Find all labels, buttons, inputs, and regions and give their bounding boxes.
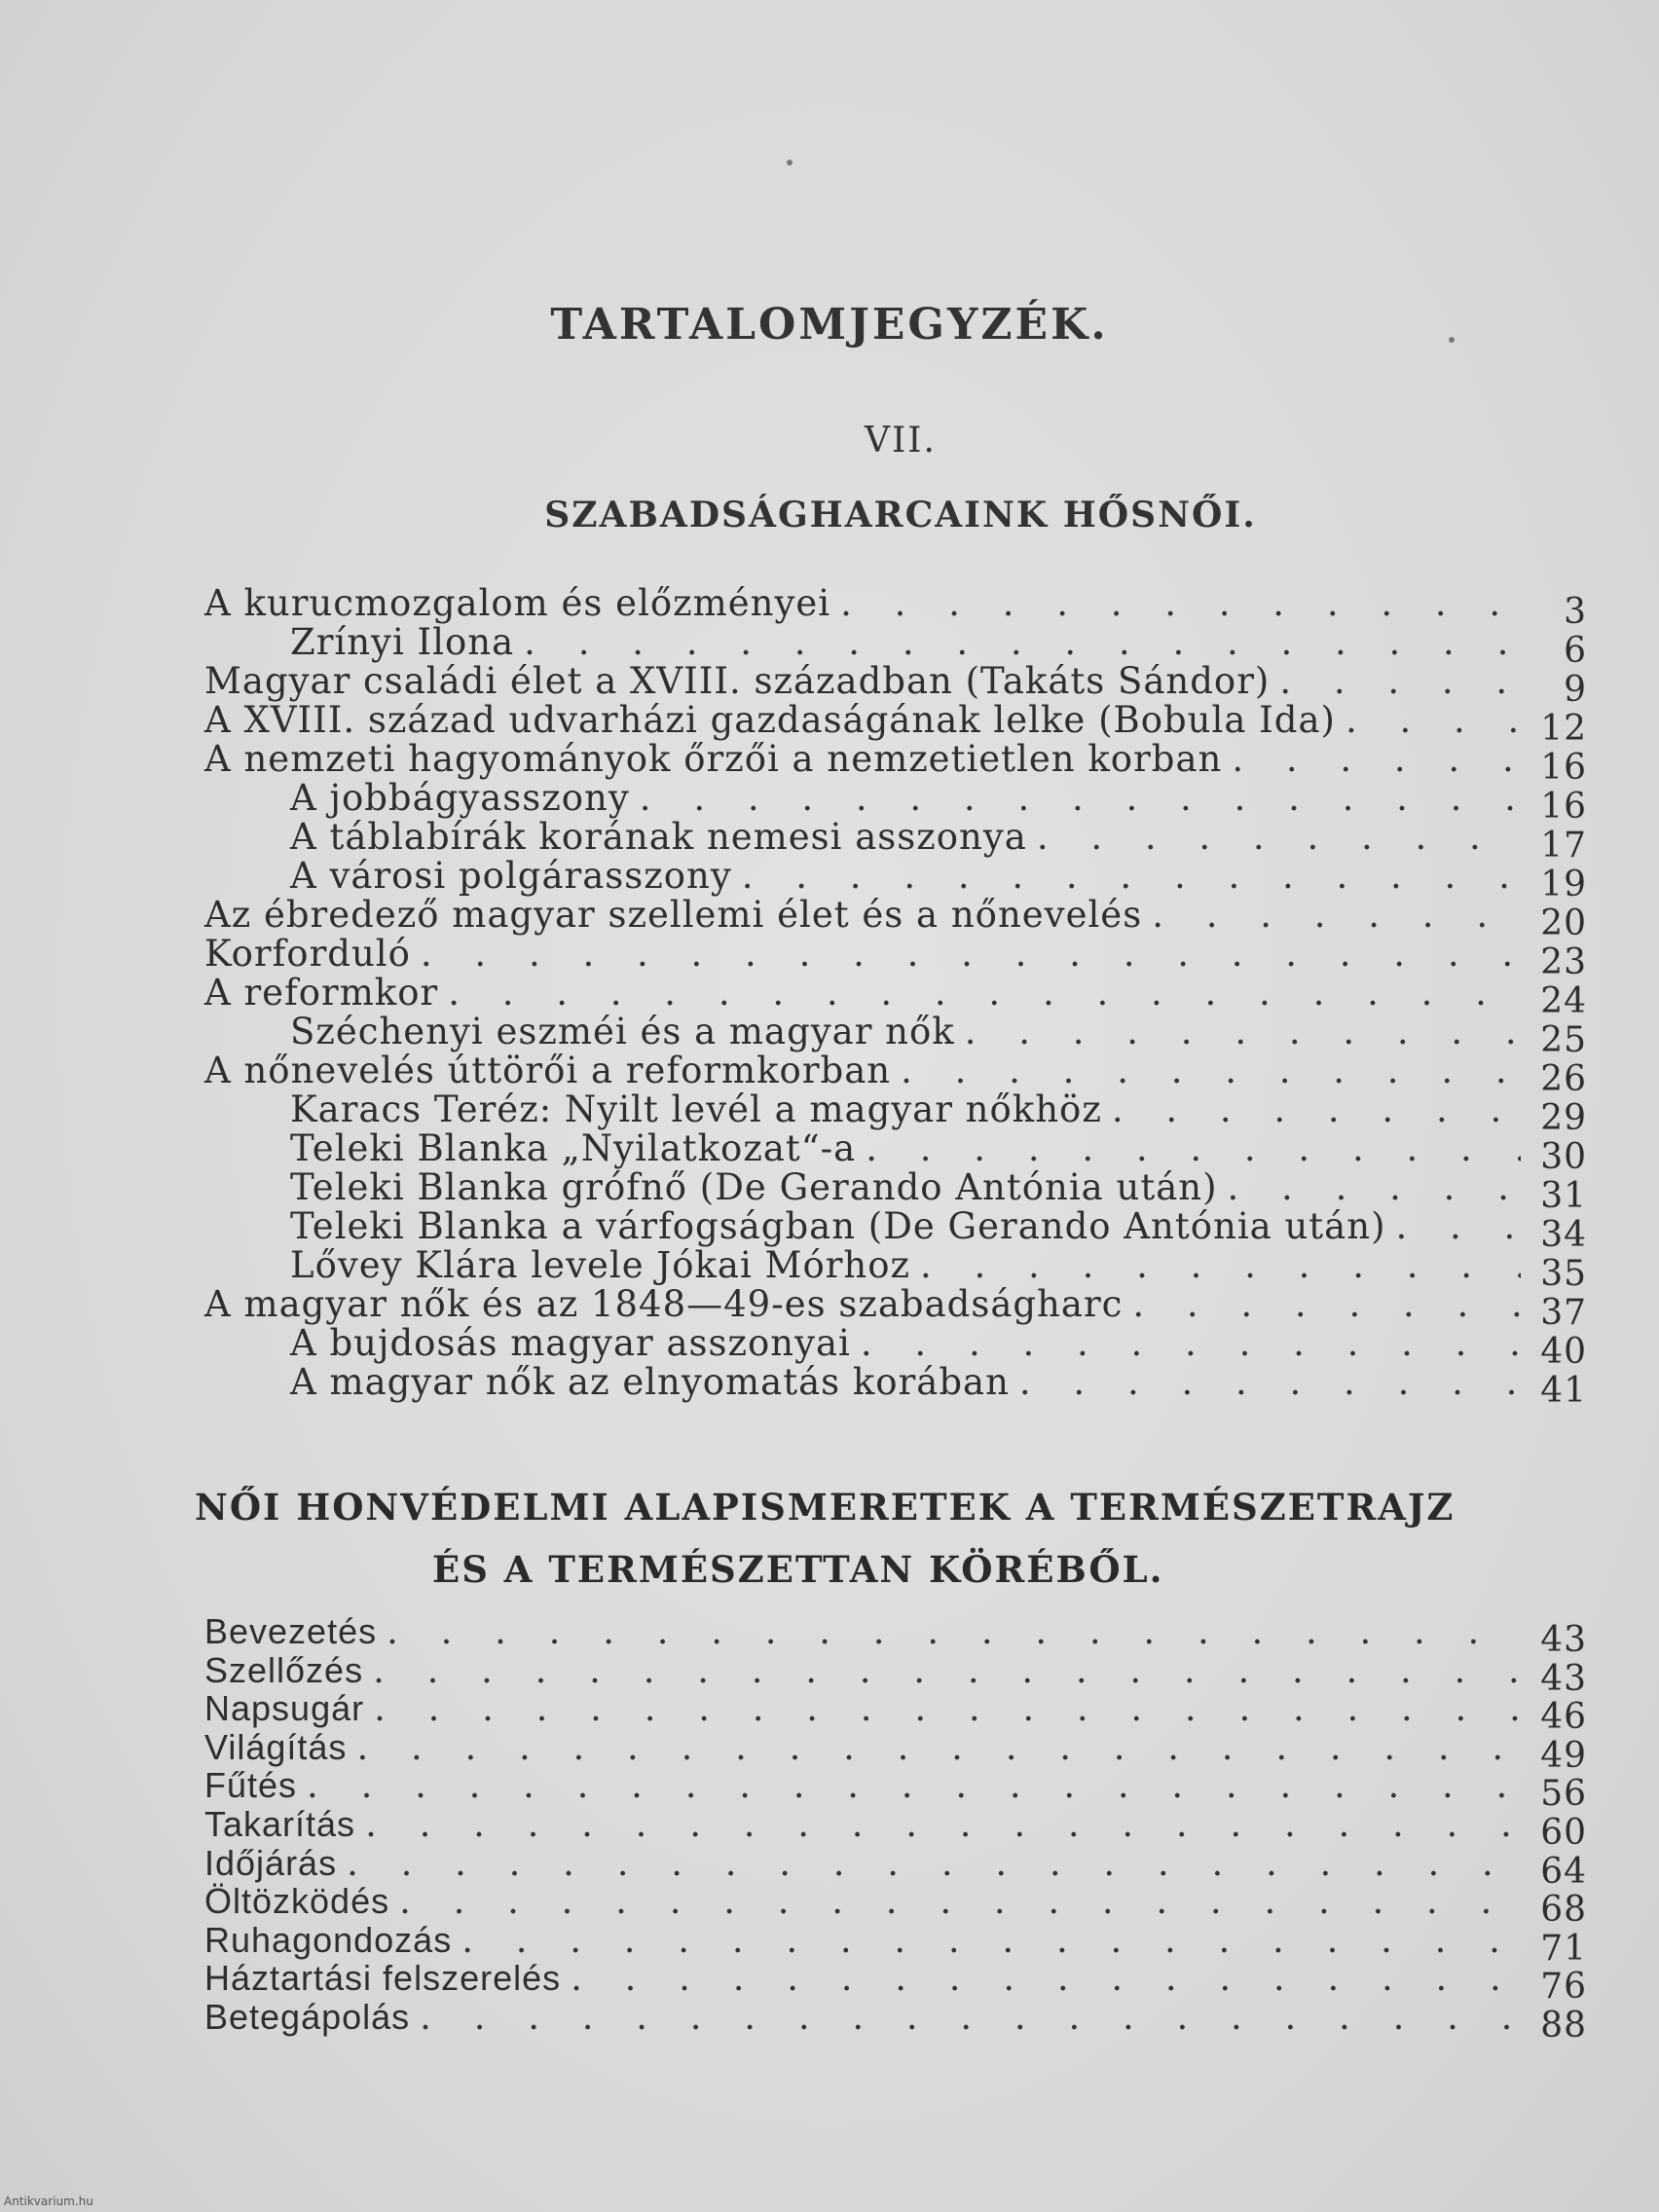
toc-entry (204, 660, 1587, 710)
section-2-title (195, 1476, 1460, 1601)
toc-entry-title: A jobbágyasszony (290, 777, 630, 819)
toc-entry-page: 34 (1540, 1215, 1587, 1255)
dot-leader (373, 1651, 1521, 1690)
toc-entry (204, 1958, 1587, 2008)
toc-entry-page: 41 (1540, 1371, 1587, 1411)
toc-entry (204, 1842, 1587, 1892)
toc-entry (204, 777, 1587, 827)
toc-entry-title: A XVIII. század udvarházi gazdaságának lelke (Bobula Ida) (204, 699, 1336, 741)
toc-entry-title: Bevezetés (204, 1611, 378, 1651)
toc-section-2 (204, 1611, 1587, 2046)
toc-entry-page: 25 (1540, 1020, 1587, 1060)
toc-entry-page: 16 (1540, 787, 1587, 827)
dot-leader (1112, 1090, 1521, 1129)
dot-leader (374, 1689, 1521, 1728)
dot-leader (420, 1998, 1521, 2037)
toc-entry-page: 49 (1540, 1735, 1587, 1776)
toc-entry-title: Széchenyi eszméi és a magyar nők (290, 1011, 955, 1052)
toc-entry (204, 1803, 1587, 1853)
dot-leader (571, 1959, 1521, 1998)
toc-entry-page: 68 (1540, 1890, 1587, 1931)
toc-entry (204, 1361, 1587, 1411)
toc-entry-title: Lővey Klára levele Jókai Mórhoz (290, 1244, 911, 1286)
toc-entry-page: 71 (1540, 1928, 1587, 1969)
dot-leader (1396, 1207, 1521, 1246)
toc-entry-title: A reformkor (204, 972, 439, 1014)
toc-entry-title: Világítás (204, 1726, 348, 1767)
dot-leader (920, 1246, 1521, 1285)
toc-entry (204, 1322, 1587, 1372)
toc-entry (204, 1166, 1587, 1216)
toc-entry-title: A bujdosás magyar asszonyai (290, 1322, 851, 1364)
toc-entry-page: 26 (1540, 1059, 1587, 1099)
toc-entry (204, 1881, 1587, 1931)
toc-entry (204, 1996, 1587, 2046)
toc-entry-title: Karacs Teréz: Nyilt levél a magyar nőkhöz (290, 1088, 1102, 1130)
dot-leader (840, 584, 1521, 623)
dot-leader (861, 1324, 1521, 1363)
toc-entry-page: 16 (1540, 748, 1587, 788)
dot-leader (901, 1051, 1521, 1090)
toc-entry-page: 20 (1540, 903, 1587, 943)
toc-entry-title: Háztartási felszerelés (204, 1958, 562, 1999)
dot-leader (365, 1805, 1521, 1844)
toc-entry-title: Teleki Blanka a várfogságban (De Gerando Antónia után) (290, 1205, 1386, 1247)
toc-entry (204, 1726, 1587, 1776)
toc-entry-title: Az ébredező magyar szellemi élet és a nőnevelés (204, 894, 1143, 936)
section-2-title-line-1: NŐI HONVÉDELMI ALAPISMERETEK A TERMÉSZETRAJZ (195, 1486, 1456, 1529)
dot-leader (421, 935, 1521, 974)
toc-entry (204, 1011, 1587, 1060)
dot-leader (1152, 896, 1521, 935)
toc-entry-page: 60 (1540, 1812, 1587, 1853)
toc-entry-title: Öltözködés (204, 1881, 390, 1922)
toc-entry-title: Zrínyi Ilona (290, 621, 515, 663)
toc-entry (204, 1088, 1587, 1138)
toc-entry-title: Teleki Blanka „Nyilatkozat“-a (290, 1127, 857, 1169)
toc-entry-page: 24 (1540, 981, 1587, 1021)
toc-entry-title: A nőnevelés úttörői a reformkorban (204, 1050, 892, 1091)
toc-entry-title: A nemzeti hagyományok őrzői a nemzetietlen korban (204, 738, 1223, 780)
toc-entry-page: 35 (1540, 1254, 1587, 1294)
dot-leader (1228, 1168, 1521, 1207)
dot-leader (461, 1921, 1521, 1960)
toc-entry (204, 1205, 1587, 1255)
toc-entry-page: 43 (1540, 1658, 1587, 1699)
toc-entry-title: Ruhagondozás (204, 1919, 453, 1960)
dot-leader (1019, 1363, 1521, 1402)
toc-entry (204, 855, 1587, 904)
toc-entry-title: Fűtés (204, 1765, 298, 1806)
toc-entry-title: Betegápolás (204, 1996, 411, 2037)
toc-entry (204, 1688, 1587, 1738)
toc-entry (204, 816, 1587, 866)
toc-entry-title: A magyar nők az elnyomatás korában (290, 1361, 1010, 1403)
toc-entry-page: 88 (1540, 2005, 1587, 2046)
toc-entry-title: Korforduló (204, 933, 411, 975)
toc-entry-page: 37 (1540, 1293, 1587, 1333)
toc-entry-title: A magyar nők és az 1848—49-es szabadságharc (204, 1283, 1124, 1325)
dot-leader (1346, 701, 1521, 740)
dot-leader (307, 1766, 1521, 1805)
dot-leader (742, 857, 1521, 896)
toc-entry-page: 17 (1540, 826, 1587, 866)
part-number: VII. (865, 421, 937, 461)
toc-entry (204, 1919, 1587, 1969)
paper-speck (787, 160, 793, 166)
dot-leader (387, 1612, 1521, 1651)
toc-entry-page: 3 (1564, 592, 1587, 632)
toc-entry (204, 1127, 1587, 1177)
toc-entry (204, 1649, 1587, 1699)
toc-entry (204, 621, 1587, 671)
toc-entry-page: 76 (1540, 1967, 1587, 2008)
toc-entry (204, 894, 1587, 943)
dot-leader (1279, 662, 1521, 701)
toc-entry-page: 19 (1540, 865, 1587, 904)
toc-entry-page: 43 (1540, 1620, 1587, 1660)
toc-entry-page: 46 (1540, 1697, 1587, 1738)
toc-entry-page: 31 (1540, 1176, 1587, 1216)
dot-leader (866, 1129, 1521, 1168)
toc-entry-page: 6 (1564, 631, 1587, 671)
toc-entry-title: A városi polgárasszony (290, 855, 732, 897)
toc-entry-page: 12 (1540, 709, 1587, 749)
toc-entry-title: Időjárás (204, 1842, 338, 1883)
toc-entry-title: Takarítás (204, 1803, 356, 1844)
toc-entry (204, 1611, 1587, 1660)
dot-leader (1037, 818, 1521, 857)
toc-entry-page: 29 (1540, 1098, 1587, 1138)
toc-entry-page: 9 (1564, 670, 1587, 710)
toc-entry (204, 582, 1587, 632)
dot-leader (347, 1844, 1521, 1883)
dot-leader (399, 1882, 1521, 1921)
section-2-title-line-2: ÉS A TERMÉSZETTAN KÖRÉBŐL. (432, 1548, 1164, 1591)
part-title: SZABADSÁGHARCAINK HŐSNŐI. (544, 495, 1257, 535)
toc-entry-page: 30 (1540, 1137, 1587, 1177)
dot-leader (640, 779, 1521, 818)
toc-section-1 (204, 582, 1587, 1411)
toc-entry (204, 1244, 1587, 1294)
dot-leader (448, 974, 1521, 1013)
toc-entry-page: 64 (1540, 1851, 1587, 1892)
watermark: Antikvarium.hu (4, 2194, 93, 2208)
toc-entry (204, 1765, 1587, 1815)
toc-entry (204, 699, 1587, 749)
toc-entry (204, 1283, 1587, 1333)
toc-entry-title: Szellőzés (204, 1649, 364, 1690)
toc-entry (204, 972, 1587, 1021)
page-title: TARTALOMJEGYZÉK. (550, 300, 1109, 350)
toc-entry-title: Teleki Blanka grófnő (De Gerando Antónia után) (290, 1166, 1218, 1208)
toc-entry-title: Magyar családi élet a XVIII. században (Takáts Sándor) (204, 660, 1271, 702)
toc-entry (204, 933, 1587, 982)
dot-leader (524, 623, 1521, 662)
dot-leader (356, 1728, 1521, 1767)
toc-entry-page: 40 (1540, 1332, 1587, 1372)
dot-leader (965, 1013, 1521, 1051)
toc-entry (204, 1050, 1587, 1099)
toc-entry-title: Napsugár (204, 1688, 365, 1729)
dot-leader (1232, 740, 1521, 779)
toc-entry-title: A kurucmozgalom és előzményei (204, 582, 831, 624)
toc-entry-page: 23 (1540, 942, 1587, 982)
toc-entry (204, 738, 1587, 788)
dot-leader (1132, 1285, 1521, 1324)
toc-entry-page: 56 (1540, 1774, 1587, 1815)
toc-entry-title: A táblabírák korának nemesi asszonya (290, 816, 1027, 858)
